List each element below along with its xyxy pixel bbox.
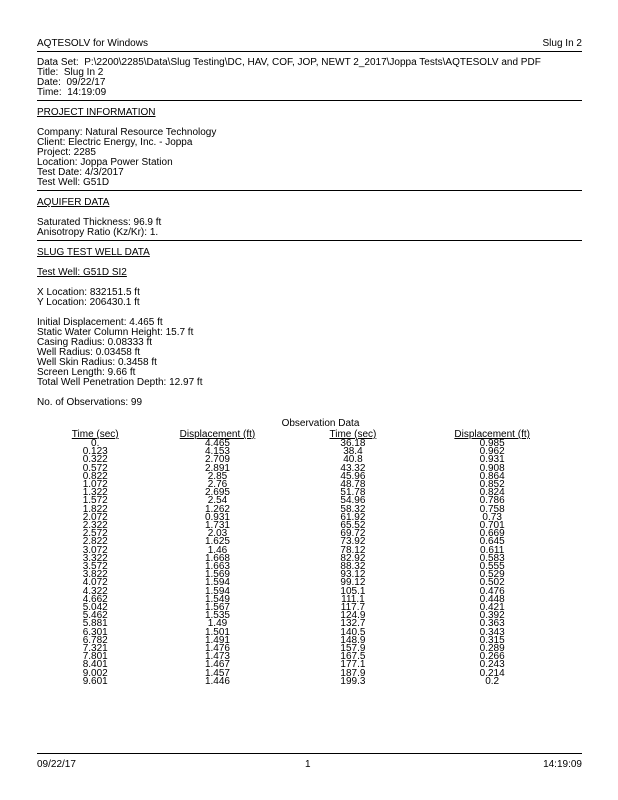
table-row <box>59 678 582 686</box>
table-cell: 1.49 <box>207 618 228 630</box>
table-cell: 0.645 <box>479 536 505 548</box>
table-cell: 0.214 <box>479 667 505 679</box>
table-cell: 2.891 <box>204 462 230 474</box>
anisotropy-ratio: Anisotropy Ratio (Kz/Kr): 1. <box>37 227 159 238</box>
table-row <box>59 670 582 678</box>
table-cell: 140.5 <box>340 626 366 638</box>
table-cell: 5.881 <box>82 618 108 630</box>
table-cell: 7.801 <box>82 651 108 663</box>
table-cell: 6.782 <box>82 634 108 646</box>
table-cell: 48.78 <box>340 479 366 491</box>
table-cell: 0.985 <box>479 438 505 449</box>
divider <box>37 753 582 754</box>
table-cell: 99.12 <box>340 577 366 589</box>
table-cell: 1.476 <box>204 643 230 655</box>
observation-table <box>59 418 582 686</box>
table-cell: 0.448 <box>479 593 505 605</box>
column-header: Displacement (ft) <box>454 429 530 440</box>
table-cell: 0.392 <box>479 610 505 622</box>
x-location: X Location: 832151.5 ft <box>37 287 140 298</box>
saturated-thickness: Saturated Thickness: 96.9 ft <box>37 217 162 228</box>
footer-date: 09/22/17 <box>37 759 76 770</box>
table-cell: 148.9 <box>340 634 366 646</box>
table-cell: 1.549 <box>204 593 230 605</box>
table-cell: 36.18 <box>340 438 366 449</box>
table-cell: 1.567 <box>204 602 230 614</box>
report-page <box>37 0 582 800</box>
screen-length: Screen Length: 9.66 ft <box>37 367 136 378</box>
static-water-column: Static Water Column Height: 15.7 ft <box>37 327 194 338</box>
table-cell: 124.9 <box>340 610 366 622</box>
table-cell: 111.1 <box>341 593 365 605</box>
table-cell: 0.931 <box>204 511 230 523</box>
observation-rows <box>59 440 582 686</box>
table-cell: 4.662 <box>82 593 108 605</box>
table-cell: 0.572 <box>82 462 108 474</box>
table-cell: 1.467 <box>204 659 230 671</box>
table-cell: 1.446 <box>204 675 230 687</box>
table-cell: 0.502 <box>479 577 505 589</box>
table-cell: 5.042 <box>82 602 108 614</box>
table-cell: 1.072 <box>82 479 108 491</box>
aquifer-heading: AQUIFER DATA <box>37 197 110 208</box>
initial-displacement: Initial Displacement: 4.465 ft <box>37 317 163 328</box>
table-cell: 0.822 <box>82 470 108 482</box>
table-cell: 78.12 <box>340 544 366 556</box>
project-number: Project: 2285 <box>37 147 96 158</box>
table-cell: 4.465 <box>204 438 230 449</box>
table-cell: 8.401 <box>82 659 108 671</box>
data-set-path: P:\2200\2285\Data\Slug Testing\DC, HAV, COF, JOP, NEWT 2_2017\Joppa Tests\AQTESOLV and PDF <box>84 57 541 68</box>
test-date: Test Date: 4/3/2017 <box>37 167 124 178</box>
table-cell: 0.786 <box>479 495 505 507</box>
well-radius: Well Radius: 0.03458 ft <box>37 347 141 358</box>
divider <box>37 100 582 101</box>
location: Location: Joppa Power Station <box>37 157 173 168</box>
table-cell: 2.76 <box>207 479 228 491</box>
table-cell: 3.322 <box>82 552 108 564</box>
divider <box>37 51 582 52</box>
divider <box>37 240 582 241</box>
well-skin-radius: Well Skin Radius: 0.3458 ft <box>37 357 157 368</box>
table-cell: 1.457 <box>204 667 230 679</box>
table-cell: 45.96 <box>340 470 366 482</box>
table-cell: 2.072 <box>82 511 108 523</box>
table-cell: 4.153 <box>204 446 230 458</box>
table-cell: 1.731 <box>204 520 230 532</box>
table-cell: 82.92 <box>340 552 366 564</box>
column-header: Displacement (ft) <box>179 429 256 440</box>
table-cell: 93.12 <box>340 569 366 581</box>
table-cell: 0.421 <box>479 602 505 614</box>
table-cell: 187.9 <box>340 667 366 679</box>
table-cell: 157.9 <box>340 643 366 655</box>
table-cell: 1.594 <box>204 585 230 597</box>
table-cell: 1.822 <box>82 503 108 515</box>
table-cell: 0.824 <box>479 487 505 499</box>
table-cell: 0.758 <box>479 503 505 515</box>
table-cell: 88.32 <box>340 561 366 573</box>
table-cell: 2.695 <box>204 487 230 499</box>
table-cell: 0.962 <box>479 446 505 458</box>
penetration-depth: Total Well Penetration Depth: 12.97 ft <box>37 377 203 388</box>
table-cell: 2.322 <box>82 520 108 532</box>
table-cell: 2.572 <box>82 528 108 540</box>
table-cell: 0.343 <box>479 626 505 638</box>
table-cell: 6.301 <box>82 626 108 638</box>
table-cell: 1.491 <box>204 634 230 646</box>
table-cell: 1.501 <box>204 626 230 638</box>
table-cell: 1.572 <box>82 495 108 507</box>
table-cell: 65.52 <box>340 520 366 532</box>
table-cell: 177.1 <box>340 659 366 671</box>
table-cell: 2.85 <box>207 470 228 482</box>
table-cell: 0.243 <box>479 659 505 671</box>
project-heading: PROJECT INFORMATION <box>37 107 156 118</box>
table-cell: 2.709 <box>204 454 230 466</box>
test-well: Test Well: G51D <box>37 177 110 188</box>
table-cell: 2.03 <box>207 528 228 540</box>
company: Company: Natural Resource Technology <box>37 127 217 138</box>
table-cell: 1.594 <box>204 577 230 589</box>
table-cell: 2.54 <box>207 495 228 507</box>
table-cell: 0.931 <box>479 454 505 466</box>
table-cell: 0.669 <box>479 528 505 540</box>
time-line: Time: 14:19:09 <box>37 87 107 98</box>
table-cell: 0.852 <box>479 479 505 491</box>
date-line: Date: 09/22/17 <box>37 77 106 88</box>
table-cell: 9.002 <box>82 667 108 679</box>
table-cell: 51.78 <box>340 487 366 499</box>
table-cell: 1.262 <box>204 503 230 515</box>
observation-count: No. of Observations: 99 <box>37 397 143 408</box>
table-cell: 1.663 <box>204 561 230 573</box>
title-line: Title: Slug In 2 <box>37 67 104 78</box>
observation-caption: Observation Data <box>281 418 360 429</box>
table-cell: 0.2 <box>485 675 500 687</box>
table-cell: 1.46 <box>207 544 228 556</box>
table-cell: 1.473 <box>204 651 230 663</box>
table-cell: 5.462 <box>82 610 108 622</box>
table-cell: 4.322 <box>82 585 108 597</box>
table-cell: 1.569 <box>204 569 230 581</box>
footer-time: 14:19:09 <box>543 759 582 770</box>
table-cell: 69.72 <box>340 528 366 540</box>
table-cell: 0.583 <box>479 552 505 564</box>
table-cell: 1.625 <box>204 536 230 548</box>
data-set-line: Data Set: P:\2200\2285\Data\Slug Testing\DC, HAV, COF, JOP, NEWT 2_2017\Joppa Tests\AQTESOLV and PDF <box>37 57 541 68</box>
y-location: Y Location: 206430.1 ft <box>37 297 140 308</box>
table-cell: 40.8 <box>343 454 363 466</box>
table-cell: 0.476 <box>479 585 505 597</box>
table-cell: 117.7 <box>340 602 366 614</box>
table-cell: 167.5 <box>340 651 366 663</box>
well-test-well: Test Well: G51D SI2 <box>37 267 127 278</box>
divider <box>37 190 582 191</box>
table-cell: 0.73 <box>482 511 502 523</box>
test-name: Slug In 2 <box>542 38 582 49</box>
table-cell: 61.92 <box>340 511 366 523</box>
table-cell: 199.3 <box>340 675 366 687</box>
table-cell: 38.4 <box>343 446 363 458</box>
table-cell: 0.322 <box>82 454 108 466</box>
table-cell: 0.611 <box>480 544 505 556</box>
table-cell: 132.7 <box>340 618 366 630</box>
page-number: 1 <box>305 759 311 770</box>
table-cell: 0. <box>91 438 100 449</box>
table-cell: 0.529 <box>479 569 505 581</box>
casing-radius: Casing Radius: 0.08333 ft <box>37 337 153 348</box>
table-cell: 9.601 <box>82 675 108 687</box>
table-cell: 0.555 <box>479 561 505 573</box>
client: Client: Electric Energy, Inc. - Joppa <box>37 137 193 148</box>
app-name: AQTESOLV for Windows <box>37 38 148 49</box>
table-cell: 1.668 <box>204 552 230 564</box>
table-cell: 43.32 <box>340 462 366 474</box>
table-cell: 0.266 <box>479 651 505 663</box>
table-cell: 3.072 <box>82 544 108 556</box>
table-cell: 3.822 <box>82 569 108 581</box>
table-cell: 1.322 <box>82 487 108 499</box>
table-cell: 4.072 <box>82 577 108 589</box>
table-cell: 0.289 <box>479 643 505 655</box>
table-cell: 0.363 <box>479 618 505 630</box>
table-cell: 3.572 <box>82 561 108 573</box>
table-cell: 0.864 <box>479 470 505 482</box>
table-cell: 7.321 <box>82 643 108 655</box>
table-row <box>59 506 582 514</box>
table-cell: 1.535 <box>204 610 230 622</box>
table-cell: 0.908 <box>479 462 505 474</box>
table-cell: 105.1 <box>340 585 366 597</box>
column-header: Time (sec) <box>329 429 377 440</box>
well-heading: SLUG TEST WELL DATA <box>37 247 150 258</box>
table-cell: 0.123 <box>82 446 108 458</box>
table-cell: 73.92 <box>340 536 366 548</box>
table-cell: 2.822 <box>82 536 108 548</box>
table-cell: 58.32 <box>340 503 366 515</box>
table-cell: 0.315 <box>479 634 505 646</box>
table-cell: 0.701 <box>479 520 505 532</box>
column-header: Time (sec) <box>71 429 119 440</box>
table-cell: 54.96 <box>340 495 366 507</box>
